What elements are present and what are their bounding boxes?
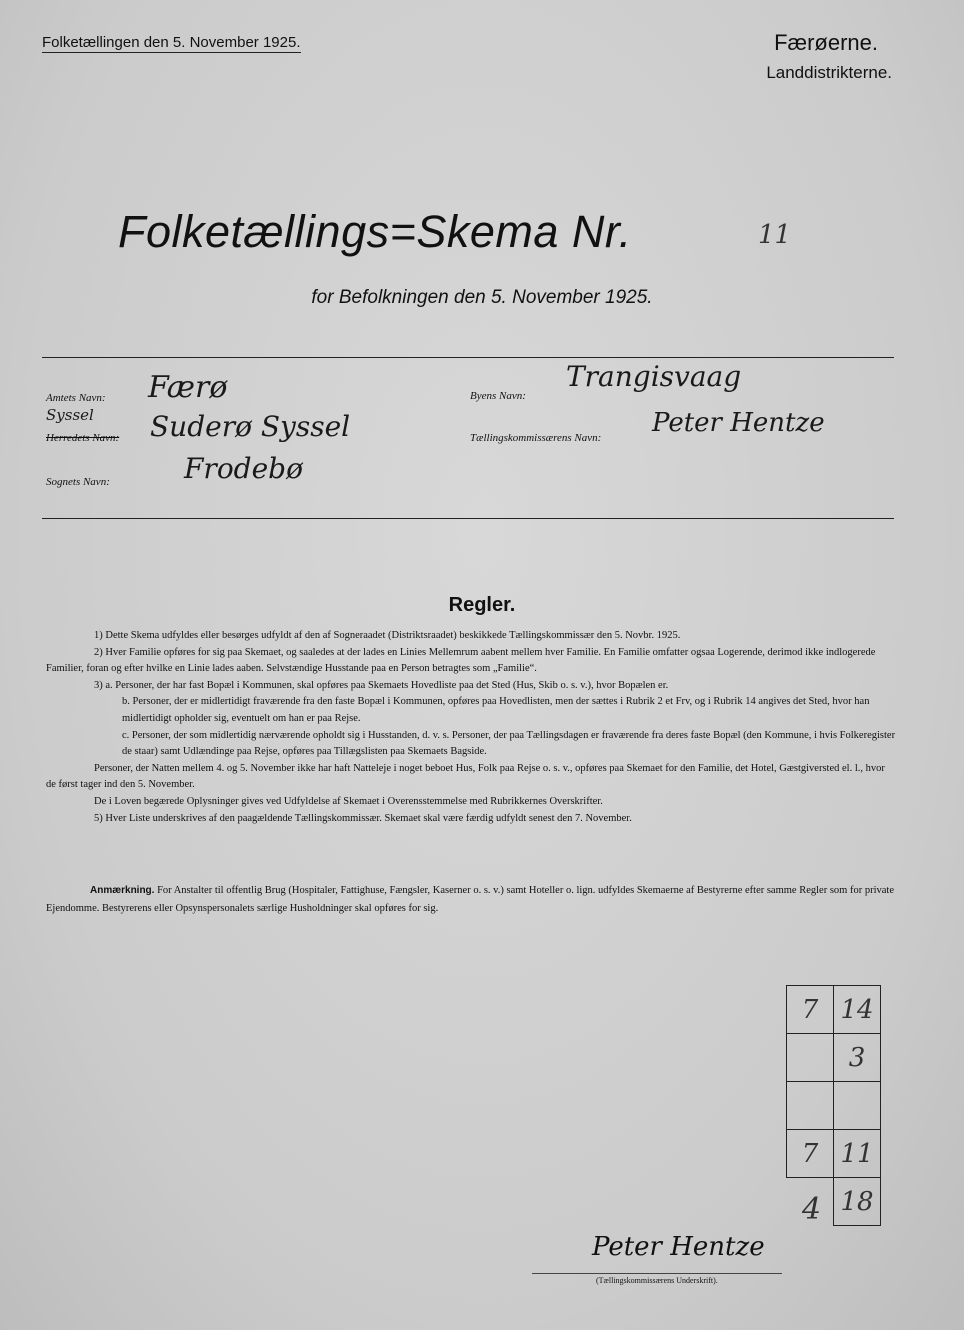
tally-cell: 18 bbox=[834, 1178, 881, 1226]
tally-table bbox=[786, 985, 881, 1226]
by-label: Byens Navn: bbox=[470, 390, 526, 402]
by-value: Trangisvaag bbox=[566, 360, 742, 393]
kommissaer-value: Peter Hentze bbox=[652, 408, 825, 438]
tally-cell bbox=[787, 1034, 834, 1082]
region-header: Færøerne. bbox=[774, 30, 878, 55]
tally-cell: 3 bbox=[834, 1034, 881, 1082]
rule-1: 1) Dette Skema udfyldes eller besørges udfyldt af den af Sogneraadet (Distriktsraadet) beskikkede Tællingskommissær den 5. Novbr. 1925. bbox=[94, 630, 681, 641]
rules-list bbox=[46, 628, 896, 827]
form-subtitle: for Befolkningen den 5. November 1925. bbox=[311, 287, 653, 308]
top-rule bbox=[42, 357, 894, 358]
rule-4: De i Loven begærede Oplysninger gives ved Udfyldelse af Skemaet i Overensstemmelse med Rubrikkernes Overskrifter. bbox=[94, 795, 603, 807]
form-title: Folketællings=Skema Nr. bbox=[118, 206, 632, 257]
tally-cell: 7 bbox=[787, 1130, 834, 1178]
rule-3c: c. Personer, der som midlertidig nærværende opholdt sig i Husstanden, d. v. s. Personer, der paa Tællingsdagen er fraværende fra deres faste Bopæl (den Kommune, i hvis Folkeregister de staar) samt Udlændinge paa Rejse, opføres paa Tillægslisten paa Skemaets Bagside. bbox=[122, 729, 896, 758]
form-number: 11 bbox=[758, 220, 792, 250]
sogn-value: Frodebø bbox=[184, 452, 303, 485]
remark-label: Anmærkning. bbox=[90, 885, 155, 896]
rule-2: 2) Hver Familie opføres for sig paa Skemaet, og saaledes at der lades en Linies Mellemrum aabent mellem hver Familie. En Familie omfatter ogsaa Logerende, derimod ikke indlogerede Familier, foran og efter hvilke en Linie lades aaben. Selvstændige Husstande paa en Person betragtes som „Familie“. bbox=[46, 646, 876, 675]
tally-row bbox=[787, 1082, 881, 1130]
tally-cell: 7 bbox=[787, 986, 834, 1034]
tally-row bbox=[787, 1130, 881, 1178]
kommissaer-label: Tællingskommissærens Navn: bbox=[470, 432, 602, 444]
bottom-rule bbox=[42, 518, 894, 519]
remark-text: For Anstalter til offentlig Brug (Hospitaler, Fattighuse, Fængsler, Kaserner o. s. v.) samt Hoteller o. lign. udfyldes Skemaerne af Bestyrerne efter samme Regler som for private Ejendomme. Bestyrerens eller Opsynspersonalets særlige Husholdninger skal opføres for sig. bbox=[46, 885, 894, 914]
signature-caption: (Tællingskommissærens Underskrift). bbox=[596, 1276, 718, 1285]
signature: Peter Hentze bbox=[592, 1232, 765, 1262]
rules-heading: Regler. bbox=[448, 594, 516, 616]
herred-label: Herredets Navn: bbox=[46, 432, 120, 444]
rule-3b: b. Personer, der er midlertidigt fraværende fra den faste Bopæl i Kommunen, opføres paa Hovedlisten, men der sættes i Rubrik 2 et Frv, og i Rubrik 14 angives det Sted, hvor han midlertidigt opholder sig, eventuelt om han er paa Rejse. bbox=[122, 696, 870, 724]
tally-cell: 14 bbox=[834, 986, 881, 1034]
herred-value: Suderø Syssel bbox=[150, 410, 351, 443]
tally-row bbox=[787, 1178, 881, 1226]
tally-cell: 11 bbox=[834, 1130, 881, 1178]
amt-label: Amtets Navn: bbox=[46, 392, 106, 404]
amt-value: Færø bbox=[148, 370, 228, 405]
remark bbox=[46, 882, 896, 918]
tally-cell bbox=[834, 1082, 881, 1130]
census-date-header: Folketællingen den 5. November 1925. bbox=[42, 34, 301, 51]
signature-line bbox=[532, 1273, 782, 1274]
tally-row bbox=[787, 986, 881, 1034]
rule-5: 5) Hver Liste underskrives af den paagældende Tællingskommissær. Skemaet skal være færdig udfyldt senest den 7. November. bbox=[94, 812, 632, 824]
district-header: Landdistrikterne. bbox=[766, 63, 892, 82]
herred-correction: Syssel bbox=[46, 406, 94, 424]
rule-3d: Personer, der Natten mellem 4. og 5. November ikke har haft Natteleje i noget beboet Hus, Folk paa Rejse o. s. v., opføres paa Skemaet for den Familie, det Hotel, Gæstgiversted el. l., hvor de først tager ind den 5. November. bbox=[46, 762, 885, 791]
rule-3a: 3) a. Personer, der har fast Bopæl i Kommunen, skal opføres paa Skemaets Hovedliste paa det Sted (Hus, Skib o. s. v.), hvor Bopælen er. bbox=[94, 679, 669, 691]
tally-row bbox=[787, 1034, 881, 1082]
sogn-label: Sognets Navn: bbox=[46, 476, 110, 488]
tally-extra-left: 4 bbox=[802, 1192, 822, 1227]
tally-cell bbox=[787, 1082, 834, 1130]
